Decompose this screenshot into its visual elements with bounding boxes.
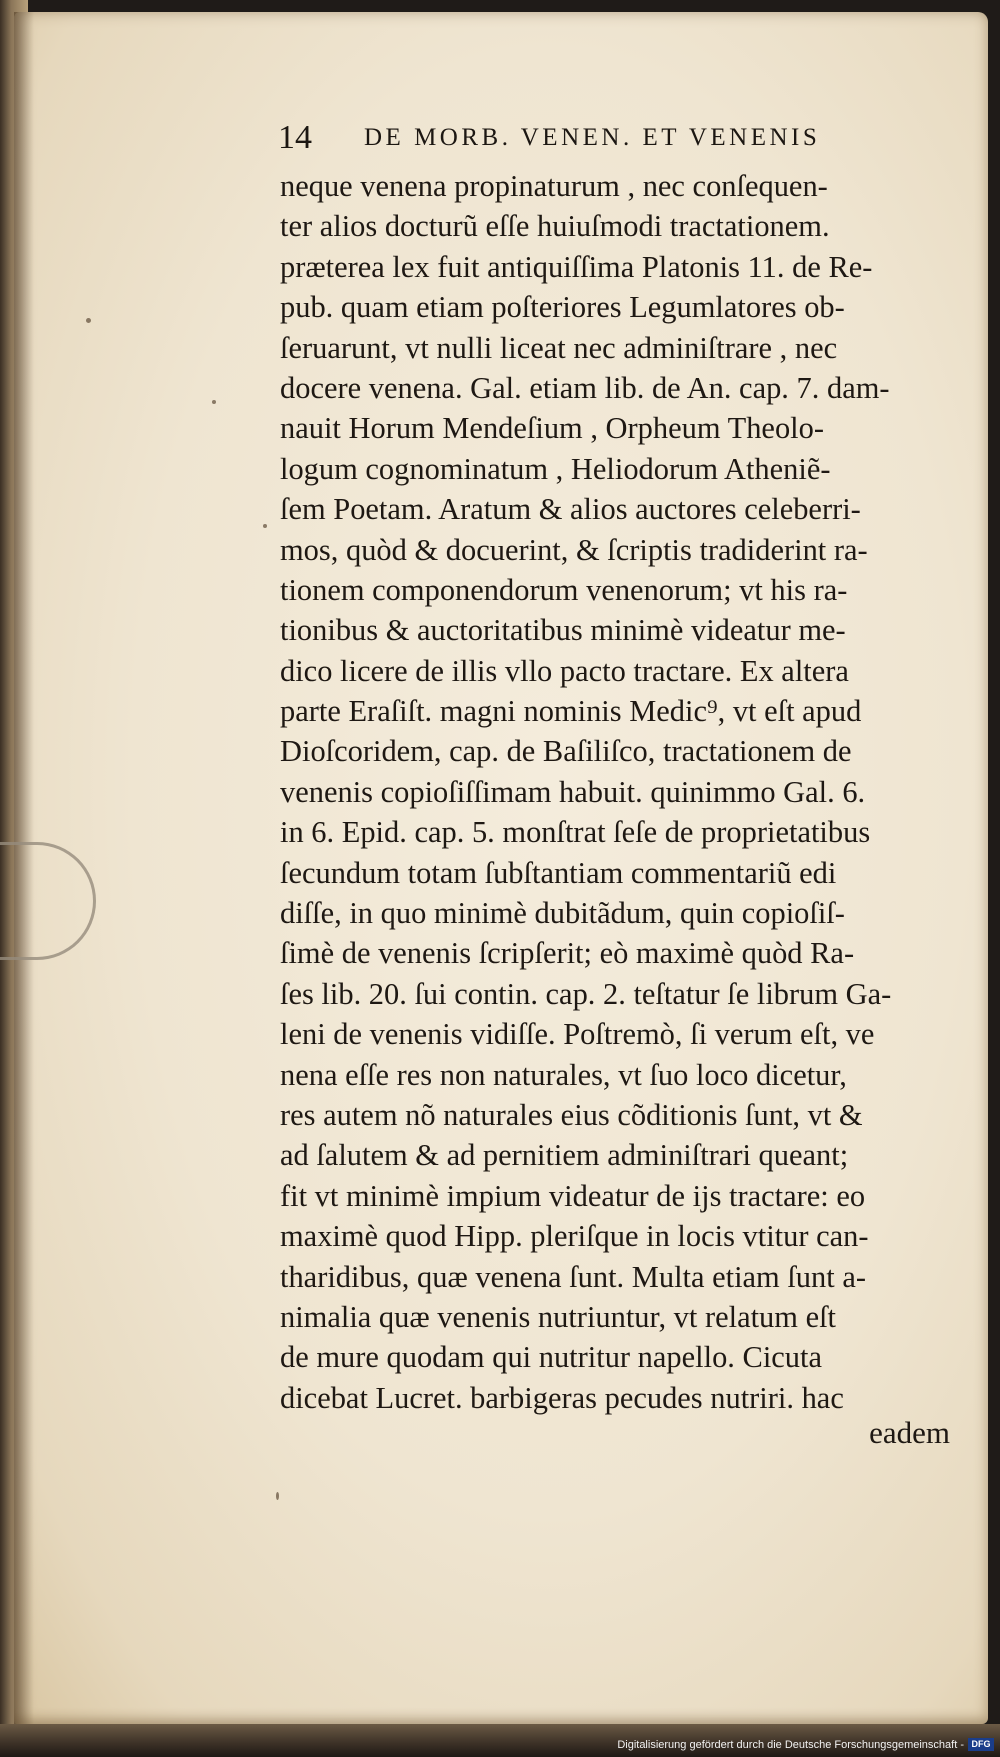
text-line: diſſe, in quo minimè dubitãdum, quin copioſiſ- <box>280 895 845 931</box>
text-line: ſem Poetam. Aratum & alios auctores celeberri- <box>280 491 861 527</box>
text-line: fit vt minimè impium videatur de ijs tractare: eo <box>280 1177 866 1213</box>
paper-speck <box>263 524 267 528</box>
body-text <box>280 166 952 1418</box>
text-line: præterea lex fuit antiquiſſima Platonis 11. de Re- <box>280 248 873 284</box>
paper-speck <box>212 400 216 404</box>
text-line: nimalia quæ venenis nutriuntur, vt relatum eſt <box>280 1298 837 1334</box>
text-line: Dioſcoridem, cap. de Baſiliſco, tractationem de <box>280 733 852 769</box>
text-line: in 6. Epid. cap. 5. monſtrat ſeſe de proprietatibus <box>280 814 871 850</box>
paper-speck <box>86 318 91 323</box>
text-line: de mure quodam qui nutritur napello. Cicuta <box>280 1339 822 1375</box>
page-number: 14 <box>278 119 312 156</box>
paper-speck <box>276 1492 279 1500</box>
text-line: ter alios docturũ eſſe huiuſmodi tractationem. <box>280 208 830 244</box>
text-line: nauit Horum Mendeſium , Orpheum Theolo- <box>280 410 824 446</box>
text-line: tionem componendorum venenorum; vt his ra- <box>280 571 848 607</box>
text-line: docere venena. Gal. etiam lib. de An. cap. 7. dam- <box>280 369 890 405</box>
text-line: dico licere de illis vllo pacto tractare. Ex altera <box>280 652 849 688</box>
running-head-title: DE MORB. VENEN. ET VENENIS <box>364 124 821 151</box>
text-line: ſecundum totam ſubſtantiam commentariũ edi <box>280 854 837 890</box>
text-line: ad ſalutem & ad pernitiem adminiſtrari queant; <box>280 1137 849 1173</box>
text-line: maximè quod Hipp. pleriſque in locis vtitur can- <box>280 1218 869 1254</box>
text-line: pub. quam etiam poſteriores Legumlatores ob- <box>280 289 845 325</box>
text-line: ſimè de venenis ſcripſerit; eò maximè quòd Ra- <box>280 935 855 971</box>
running-head <box>278 118 890 158</box>
text-line: ſeruarunt, vt nulli liceat nec adminiſtrare , nec <box>280 329 838 365</box>
dfg-logo: DFG <box>968 1738 994 1751</box>
text-line: ſes lib. 20. ſui contin. cap. 2. teſtatur ſe librum Ga- <box>280 975 892 1011</box>
digitization-attribution: Digitalisierung gefördert durch die Deutsche Forschungsgemeinschaft - <box>617 1739 964 1751</box>
catchword: eadem <box>869 1415 950 1450</box>
text-line: res autem nõ naturales eius cõditionis ſunt, vt & <box>280 1096 863 1132</box>
text-line: dicebat Lucret. barbigeras pecudes nutriri. hac <box>280 1379 844 1415</box>
text-line: tharidibus, quæ venena ſunt. Multa etiam ſunt a- <box>280 1258 866 1294</box>
text-line: parte Eraſiſt. magni nominis Medic⁹, vt eſt apud <box>280 693 862 729</box>
text-line: mos, quòd & docuerint, & ſcriptis tradiderint ra- <box>280 531 868 567</box>
text-line: tionibus & auctoritatibus minimè videatur me- <box>280 612 846 648</box>
text-line: nena eſſe res non naturales, vt ſuo loco dicetur, <box>280 1056 847 1092</box>
text-line: leni de venenis vidiſſe. Poſtremò, ſi verum eſt, ve <box>280 1016 875 1052</box>
text-line: logum cognominatum , Heliodorum Atheniẽ- <box>280 450 831 486</box>
text-line: venenis copioſiſſimam habuit. quinimmo Gal. 6. <box>280 773 866 809</box>
text-line: neque venena propinaturum , nec conſequen- <box>280 168 828 203</box>
